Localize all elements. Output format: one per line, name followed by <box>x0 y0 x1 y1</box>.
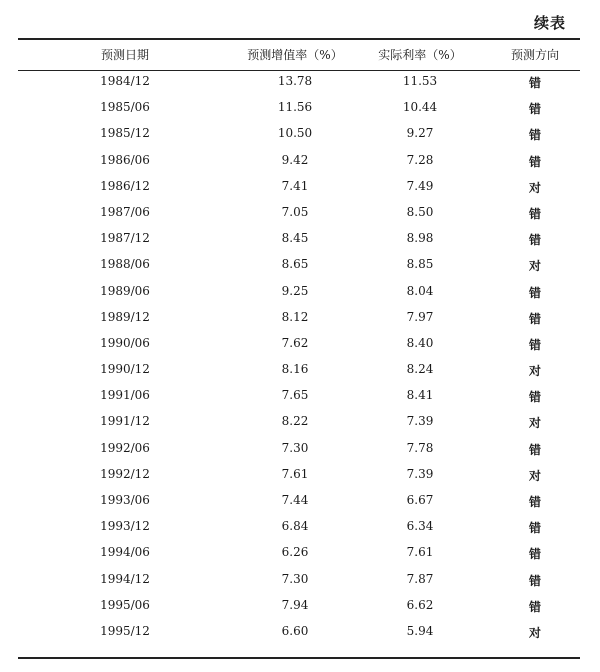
cell-forecast-growth-rate: 7.65 <box>281 388 309 403</box>
cell-forecast-direction: 对 <box>528 259 541 274</box>
cell-forecast-direction: 错 <box>528 495 541 509</box>
cell-forecast-growth-rate: 6.60 <box>281 623 309 638</box>
cell-forecast-direction: 对 <box>528 364 541 379</box>
cell-forecast-growth-rate: 7.61 <box>281 466 309 481</box>
cell-forecast-growth-rate: 8.22 <box>281 414 309 429</box>
cell-actual-interest-rate: 7.28 <box>406 152 434 167</box>
cell-forecast-date: 1987/06 <box>100 204 150 219</box>
cell-forecast-date: 1990/06 <box>100 335 150 350</box>
table-row <box>0 620 600 646</box>
cell-forecast-date: 1993/06 <box>100 493 150 507</box>
cell-forecast-direction: 错 <box>528 102 541 117</box>
table-row <box>0 358 600 384</box>
cell-forecast-direction: 错 <box>528 442 541 457</box>
cell-forecast-direction: 错 <box>528 206 541 221</box>
table-body <box>0 70 600 646</box>
cell-forecast-date: 1991/12 <box>100 414 150 429</box>
cell-actual-interest-rate: 8.50 <box>406 204 434 219</box>
table-row <box>0 332 600 358</box>
cell-forecast-date: 1994/12 <box>100 571 150 586</box>
cell-forecast-date: 1987/12 <box>100 231 150 246</box>
cell-forecast-growth-rate: 8.65 <box>281 257 309 272</box>
cell-forecast-growth-rate: 8.12 <box>281 309 309 324</box>
cell-forecast-date: 1985/06 <box>100 100 150 115</box>
cell-actual-interest-rate: 8.41 <box>406 388 434 403</box>
cell-actual-interest-rate: 7.49 <box>406 178 434 193</box>
cell-forecast-direction: 错 <box>528 521 541 536</box>
table-row <box>0 515 600 541</box>
cell-forecast-date: 1989/12 <box>100 309 150 324</box>
cell-forecast-growth-rate: 7.44 <box>281 493 309 507</box>
cell-forecast-date: 1995/06 <box>100 597 150 612</box>
cell-actual-interest-rate: 8.40 <box>406 335 434 350</box>
cell-forecast-date: 1995/12 <box>100 623 150 638</box>
cell-forecast-direction: 错 <box>528 337 541 352</box>
cell-forecast-growth-rate: 7.30 <box>281 440 309 455</box>
table-row <box>0 437 600 463</box>
table-row <box>0 306 600 332</box>
table-row <box>0 253 600 279</box>
cell-actual-interest-rate: 7.39 <box>406 466 434 481</box>
table-row <box>0 594 600 620</box>
cell-actual-interest-rate: 8.85 <box>406 257 434 272</box>
cell-forecast-direction: 错 <box>528 547 541 562</box>
table-row <box>0 149 600 175</box>
cell-forecast-date: 1984/12 <box>100 74 150 88</box>
table-row <box>0 463 600 489</box>
cell-forecast-growth-rate: 9.25 <box>281 283 309 298</box>
cell-actual-interest-rate: 6.62 <box>406 597 434 612</box>
cell-forecast-growth-rate: 8.16 <box>281 362 309 377</box>
cell-forecast-date: 1989/06 <box>100 283 150 298</box>
header-forecast-date: 预测日期 <box>100 48 149 62</box>
cell-forecast-date: 1992/12 <box>100 466 150 481</box>
cell-actual-interest-rate: 7.78 <box>406 440 434 455</box>
cell-forecast-growth-rate: 7.05 <box>281 204 309 219</box>
cell-forecast-direction: 对 <box>528 468 541 483</box>
header-actual-interest-rate: 实际利率（%） <box>378 48 462 62</box>
table-header-row <box>0 46 600 66</box>
cell-actual-interest-rate: 6.34 <box>406 519 434 534</box>
cell-actual-interest-rate: 6.67 <box>406 493 434 507</box>
table-bottom-rule <box>18 657 580 659</box>
table-row <box>0 280 600 306</box>
header-forecast-direction: 预测方向 <box>510 48 559 62</box>
cell-forecast-date: 1986/06 <box>100 152 150 167</box>
cell-forecast-direction: 错 <box>528 233 541 248</box>
cell-forecast-date: 1990/12 <box>100 362 150 377</box>
cell-forecast-growth-rate: 11.56 <box>277 100 313 115</box>
table-row <box>0 201 600 227</box>
cell-actual-interest-rate: 8.04 <box>406 283 434 298</box>
table-row <box>0 96 600 122</box>
cell-actual-interest-rate: 7.87 <box>406 571 434 586</box>
header-forecast-growth-rate: 预测增值率（%） <box>247 48 343 62</box>
cell-forecast-direction: 错 <box>528 573 541 588</box>
cell-forecast-growth-rate: 6.26 <box>281 545 309 560</box>
cell-forecast-direction: 错 <box>528 154 541 169</box>
cell-forecast-date: 1993/12 <box>100 519 150 534</box>
cell-forecast-direction: 错 <box>528 599 541 614</box>
cell-forecast-direction: 错 <box>528 128 541 143</box>
cell-forecast-growth-rate: 7.62 <box>281 335 309 350</box>
table-row <box>0 175 600 201</box>
cell-forecast-direction: 对 <box>528 180 541 195</box>
table-row <box>0 227 600 253</box>
cell-forecast-growth-rate: 7.94 <box>281 597 309 612</box>
cell-forecast-date: 1986/12 <box>100 178 150 193</box>
table-caption: 续表 <box>533 14 566 32</box>
cell-actual-interest-rate: 11.53 <box>402 74 438 88</box>
cell-forecast-growth-rate: 7.30 <box>281 571 309 586</box>
cell-actual-interest-rate: 8.24 <box>406 362 434 377</box>
cell-forecast-growth-rate: 6.84 <box>281 519 309 534</box>
cell-actual-interest-rate: 9.27 <box>406 126 434 141</box>
cell-forecast-direction: 对 <box>528 625 541 640</box>
table-top-rule <box>18 38 580 40</box>
table-row <box>0 122 600 148</box>
cell-actual-interest-rate: 7.39 <box>406 414 434 429</box>
cell-forecast-date: 1985/12 <box>100 126 150 141</box>
cell-forecast-date: 1991/06 <box>100 388 150 403</box>
cell-actual-interest-rate: 7.61 <box>406 545 434 560</box>
cell-forecast-direction: 错 <box>528 76 541 90</box>
table-row <box>0 568 600 594</box>
cell-forecast-date: 1988/06 <box>100 257 150 272</box>
cell-forecast-direction: 错 <box>528 311 541 326</box>
table-row <box>0 70 600 96</box>
cell-forecast-growth-rate: 13.78 <box>277 74 313 88</box>
cell-forecast-growth-rate: 8.45 <box>281 231 309 246</box>
cell-actual-interest-rate: 8.98 <box>406 231 434 246</box>
cell-forecast-direction: 错 <box>528 390 541 405</box>
cell-actual-interest-rate: 10.44 <box>402 100 438 115</box>
cell-forecast-growth-rate: 9.42 <box>281 152 309 167</box>
cell-actual-interest-rate: 7.97 <box>406 309 434 324</box>
table-row <box>0 541 600 567</box>
table-row <box>0 384 600 410</box>
cell-forecast-direction: 错 <box>528 285 541 300</box>
table-row <box>0 410 600 436</box>
table-row <box>0 489 600 515</box>
cell-forecast-growth-rate: 7.41 <box>281 178 309 193</box>
cell-actual-interest-rate: 5.94 <box>406 623 434 638</box>
cell-forecast-date: 1994/06 <box>100 545 150 560</box>
cell-forecast-direction: 对 <box>528 416 541 431</box>
cell-forecast-growth-rate: 10.50 <box>277 126 313 141</box>
cell-forecast-date: 1992/06 <box>100 440 150 455</box>
